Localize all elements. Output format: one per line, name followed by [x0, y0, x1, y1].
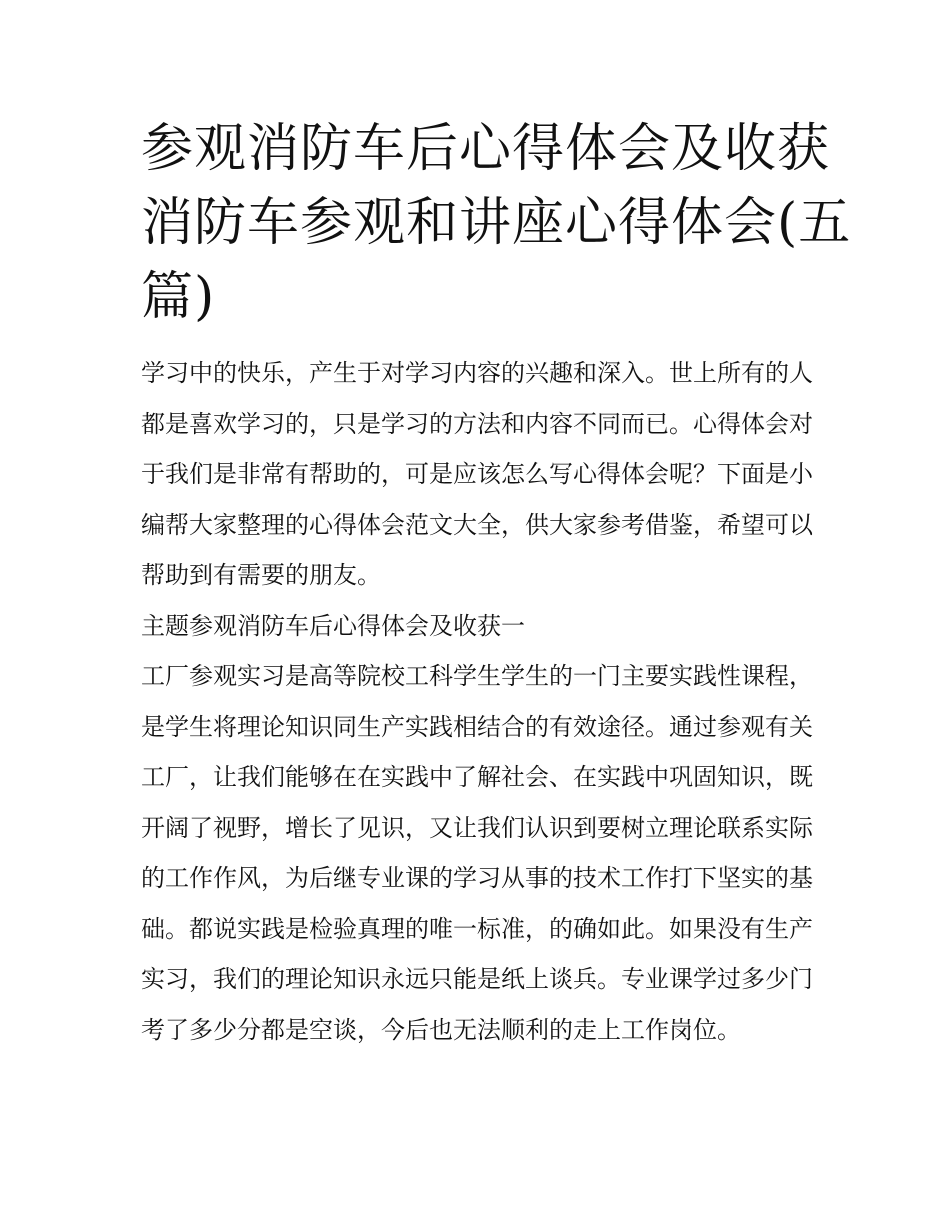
document-body	[141, 348, 813, 1055]
intro-paragraph: 学习中的快乐，产生于对学习内容的兴趣和深入。世上所有的人都是喜欢学习的，只是学习的方法和内容不同而已。心得体会对于我们是非常有帮助的，可是应该怎么写心得体会呢？下面是小编帮大家整理的心得体会范文大全，供大家参考借鉴，希望可以帮助到有需要的朋友。	[141, 359, 813, 589]
body-paragraph: 工厂参观实习是高等院校工科学生学生的一门主要实践性课程，是学生将理论知识同生产实践相结合的有效途径。通过参观有关工厂，让我们能够在在实践中了解社会、在实践中巩固知识，既开阔了视野，增长了见识，又让我们认识到要树立理论联系实际的工作作风，为后继专业课的学习从事的技术工作打下坚实的基础。都说实践是检验真理的唯一标准，的确如此。如果没有生产实习，我们的理论知识永远只能是纸上谈兵。专业课学过多少门考了多少分都是空谈，今后也无法顺利的走上工作岗位。	[141, 662, 813, 1044]
title-line-2: 消防车参观和讲座心得体会(五	[141, 193, 852, 253]
section-heading: 主题参观消防车后心得体会及收获一	[141, 611, 525, 640]
title-line-3: 篇)	[141, 267, 216, 327]
document-page	[141, 112, 852, 1055]
document-title	[141, 112, 852, 334]
title-line-1: 参观消防车后心得体会及收获	[141, 119, 831, 179]
